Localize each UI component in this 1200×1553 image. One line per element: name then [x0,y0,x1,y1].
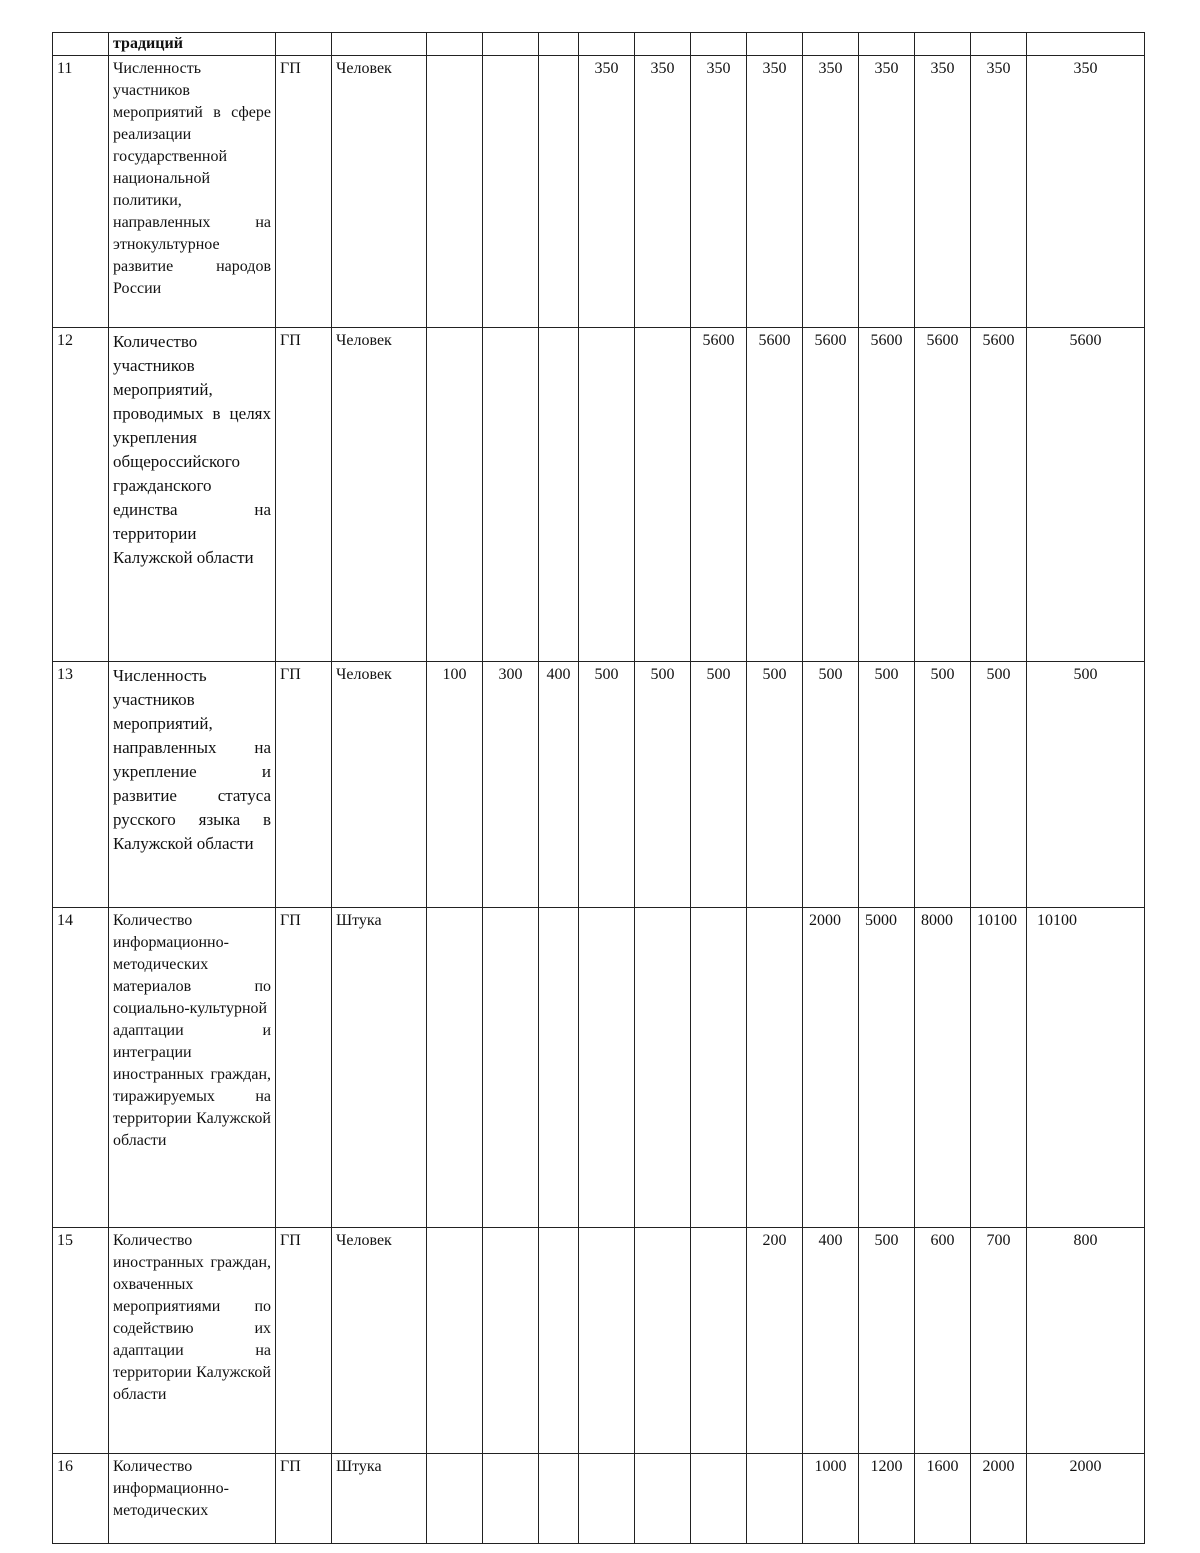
value-cell [579,908,635,1228]
value-cell: 350 [635,56,691,328]
value-cell: 5600 [971,328,1027,662]
value-cell [635,328,691,662]
value-cell: 500 [859,662,915,908]
value-cell [483,908,539,1228]
value-cell [635,1454,691,1544]
value-cell: 5600 [859,328,915,662]
value-cell: 350 [971,56,1027,328]
value-cell [747,908,803,1228]
value-cell: 100 [427,662,483,908]
table-row [53,328,1145,662]
value-cell: 350 [579,56,635,328]
indicator-name: Количество участников мероприятий, проводимых в целях укрепления общероссийского гражданского единства на территории Калужской области [109,328,276,662]
value-cell: 500 [691,662,747,908]
value-cell: 300 [483,662,539,908]
value-cell: 5600 [747,328,803,662]
table-row [53,1228,1145,1454]
table-row [53,56,1145,328]
value-cell [539,56,579,328]
unit-of-measure: Штука [332,908,427,1228]
indicator-name: Количество информационно-методических материалов по социально-культурной адаптации и интеграции иностранных граждан, тиражируемых на территории Калужской области [109,908,276,1228]
value-cell [427,56,483,328]
value-cell: 350 [691,56,747,328]
value-cell: 500 [747,662,803,908]
value-cell: 600 [915,1228,971,1454]
unit-of-measure: Человек [332,662,427,908]
row-number: 12 [53,328,109,662]
table-row [53,1454,1145,1544]
value-cell [579,1454,635,1544]
target-value-cell: 10100 [1027,908,1145,1228]
continued-name: традиций [109,33,276,56]
value-cell: 400 [539,662,579,908]
value-cell [579,328,635,662]
indicator-code: ГП [276,1228,332,1454]
target-value-cell: 2000 [1027,1454,1145,1544]
row-number: 15 [53,1228,109,1454]
target-value-cell: 350 [1027,56,1145,328]
value-cell: 1600 [915,1454,971,1544]
indicator-code: ГП [276,1454,332,1544]
value-cell [691,1454,747,1544]
indicator-code: ГП [276,328,332,662]
value-cell [539,1228,579,1454]
value-cell [427,1454,483,1544]
value-cell [539,328,579,662]
value-cell: 500 [859,1228,915,1454]
unit-of-measure: Человек [332,56,427,328]
indicator-code: ГП [276,56,332,328]
value-cell: 500 [635,662,691,908]
indicator-name: Количество информационно-методических [109,1454,276,1544]
value-cell: 400 [803,1228,859,1454]
value-cell: 8000 [915,908,971,1228]
value-cell [427,1228,483,1454]
value-cell: 1000 [803,1454,859,1544]
value-cell [747,1454,803,1544]
value-cell: 10100 [971,908,1027,1228]
value-cell [483,56,539,328]
value-cell: 2000 [803,908,859,1228]
value-cell: 1200 [859,1454,915,1544]
value-cell: 500 [579,662,635,908]
value-cell: 500 [915,662,971,908]
value-cell [483,1454,539,1544]
table-row [53,33,1145,56]
value-cell [483,1228,539,1454]
value-cell: 500 [971,662,1027,908]
target-value-cell: 800 [1027,1228,1145,1454]
target-value-cell: 5600 [1027,328,1145,662]
row-number: 14 [53,908,109,1228]
value-cell: 500 [803,662,859,908]
indicator-name: Численность участников мероприятий, направленных на укрепление и развитие статуса русского языка в Калужской области [109,662,276,908]
value-cell [483,328,539,662]
row-number: 16 [53,1454,109,1544]
row-number: 11 [53,56,109,328]
value-cell: 350 [747,56,803,328]
indicator-name: Численность участников мероприятий в сфере реализации государственной национальной политики, направленных на этнокультурное развитие народов России [109,56,276,328]
value-cell: 350 [859,56,915,328]
unit-of-measure: Человек [332,1228,427,1454]
row-number: 13 [53,662,109,908]
value-cell: 200 [747,1228,803,1454]
indicator-code: ГП [276,662,332,908]
value-cell [691,1228,747,1454]
value-cell: 700 [971,1228,1027,1454]
unit-of-measure: Штука [332,1454,427,1544]
table-row [53,662,1145,908]
value-cell: 350 [803,56,859,328]
value-cell [539,908,579,1228]
value-cell [635,908,691,1228]
value-cell [635,1228,691,1454]
value-cell: 5600 [915,328,971,662]
value-cell: 5600 [803,328,859,662]
target-value-cell: 500 [1027,662,1145,908]
indicator-code: ГП [276,908,332,1228]
value-cell: 5600 [691,328,747,662]
unit-of-measure: Человек [332,328,427,662]
value-cell [427,328,483,662]
indicators-table [52,32,1145,1544]
value-cell [579,1228,635,1454]
value-cell [427,908,483,1228]
indicator-name: Количество иностранных граждан, охваченных мероприятиями по содействию их адаптации на территории Калужской области [109,1228,276,1454]
value-cell [539,1454,579,1544]
value-cell: 5000 [859,908,915,1228]
value-cell [691,908,747,1228]
table-row [53,908,1145,1228]
value-cell: 350 [915,56,971,328]
value-cell: 2000 [971,1454,1027,1544]
